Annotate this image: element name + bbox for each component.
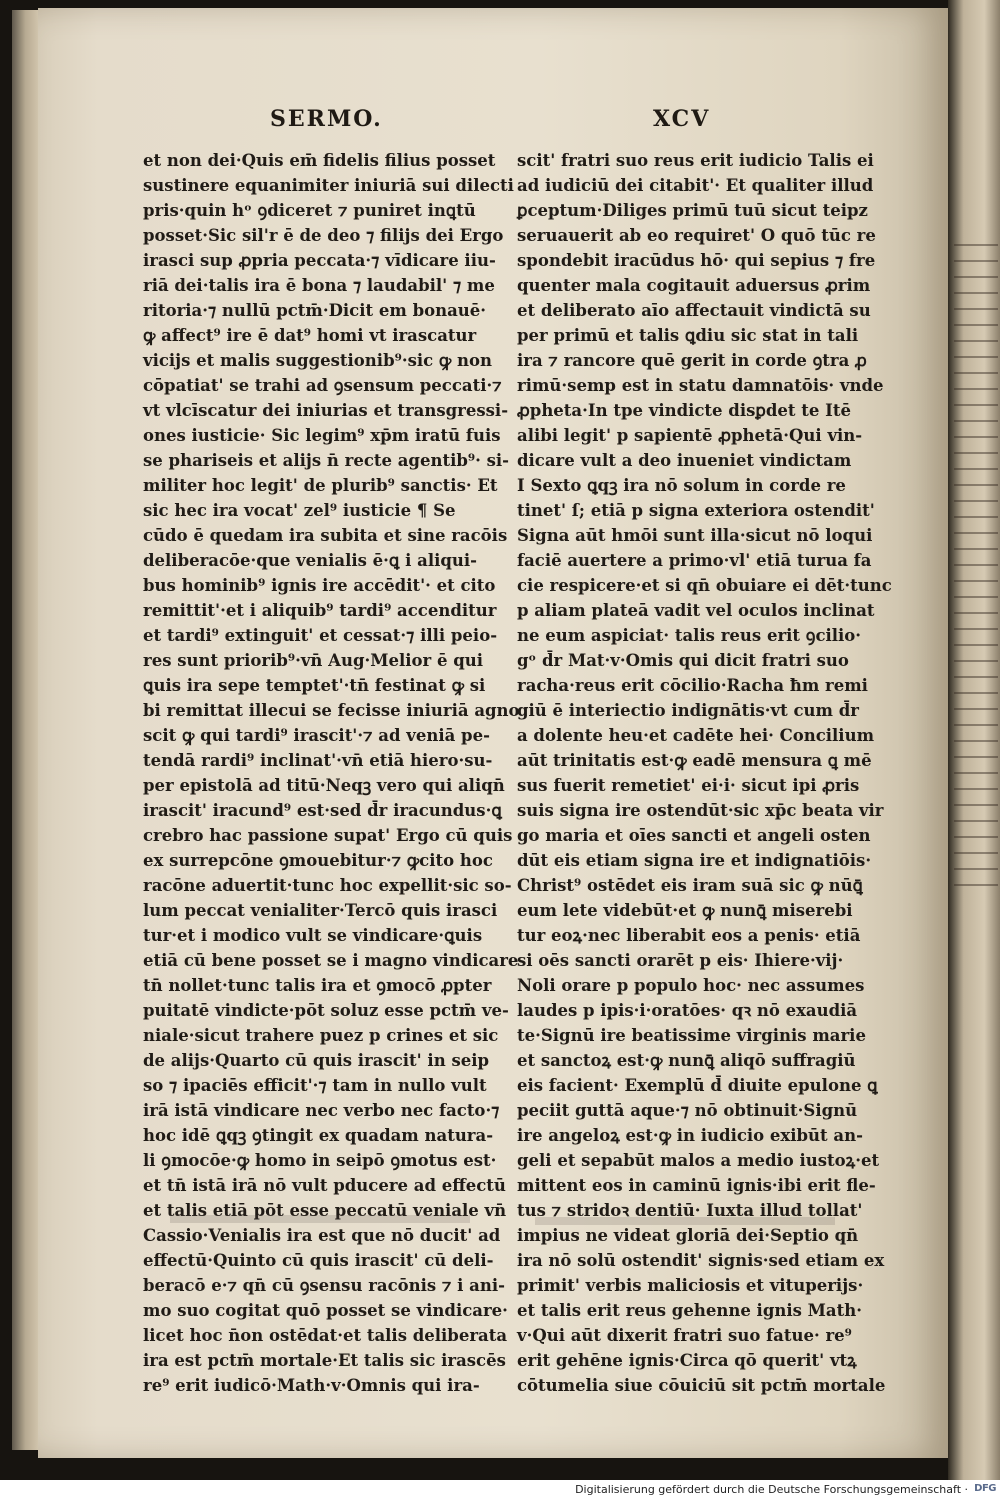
text-line: eis facient· Exemplū d̄ diuite epulone ꝗ — [517, 1076, 878, 1095]
text-line: irā istā vindicare nec verbo nec facto·⁊ — [143, 1101, 500, 1120]
text-line: bi remittat illecui se fecisse iniuriā agno — [143, 701, 520, 720]
text-line: tur eoꝝ·nec liberabit eos a penis· etiā — [517, 926, 861, 945]
facing-text-line — [954, 292, 998, 294]
text-line: ira est pctm̄ mortale·Et talis sic irascēs — [143, 1351, 506, 1370]
text-line: impius ne videat gloriā dei·Septio qn̄ — [517, 1226, 859, 1245]
facing-text-line — [954, 676, 998, 678]
facing-text-line — [954, 836, 998, 838]
text-line: primit' verbis maliciosis et vituperijs· — [517, 1276, 864, 1295]
text-line: si oēs sancti orarēt p eis· Ihiere·vij· — [517, 951, 844, 970]
facing-text-line — [954, 804, 998, 806]
facing-page-text — [954, 230, 998, 900]
facing-page-edge — [948, 0, 1000, 1480]
text-line: go maria et oīes sancti et angeli osten — [517, 826, 871, 845]
facing-text-line — [954, 628, 998, 630]
facing-text-line — [954, 788, 998, 790]
facing-text-line — [954, 612, 998, 614]
text-line: peciit guttā aque·⁊ nō obtinuit·Signū — [517, 1101, 858, 1120]
text-line: riā dei·talis ira ē bona ⁊ laudabil' ⁊ me — [143, 276, 495, 295]
text-line: res sunt priorib⁹·vn̄ Aug·Melior ē qui — [143, 651, 484, 670]
text-line: et non dei·Quis em̄ fidelis filius posset — [143, 151, 496, 170]
facing-text-line — [954, 772, 998, 774]
bleed-through-offset — [170, 1215, 470, 1223]
text-line: Noli orare p populo hoc· nec assumes — [517, 976, 865, 995]
text-line: hoc idē ꝗqꝫ ꝯtingit ex quadam natura- — [143, 1126, 494, 1145]
text-line: I Sexto ꝗqꝫ ira nō solum in corde re — [517, 476, 846, 495]
text-line: suis signa ire ostendūt·sic xp̄c beata vir — [517, 801, 884, 820]
text-line: ira nō solū ostendit' signis·sed etiam ex — [517, 1251, 885, 1270]
text-line: licet hoc n̄on ostēdat·et talis deliberata — [143, 1326, 508, 1345]
text-line: dūt eis etiam signa ire et indignatiōis· — [517, 851, 872, 870]
text-line: gᵒ d̄r Mat·v·Omis qui dicit fratri suo — [517, 651, 849, 670]
text-line: de alijs·Quarto cū quis irascit' in seip — [143, 1051, 490, 1070]
facing-text-line — [954, 276, 998, 278]
text-line: ira ⁊ rancore quē gerit in corde ꝯtra ꝓ — [517, 351, 867, 370]
text-line: cōpatiat' se trahi ad ꝯsensum peccati·⁊ — [143, 376, 502, 395]
text-line: mo suo cogitat quō posset se vindicare· — [143, 1301, 508, 1320]
text-line: re⁹ erit iudicō·Math·v·Omnis qui ira- — [143, 1376, 480, 1395]
facing-text-line — [954, 436, 998, 438]
text-line: sus fuerit remetiet' ei·i· sicut ipi ꝓris — [517, 776, 860, 795]
text-line: effectū·Quinto cū quis irascit' cū deli- — [143, 1251, 494, 1270]
facing-text-line — [954, 884, 998, 886]
facing-text-line — [954, 548, 998, 550]
bleed-through-offset — [535, 1217, 835, 1225]
text-line: et tn̄ istā irā nō vult pducere ad effectū — [143, 1176, 506, 1195]
text-line: posset·Sic sil'r ē de deo ⁊ filijs dei Ergo — [143, 226, 504, 245]
facing-text-line — [954, 596, 998, 598]
facing-text-line — [954, 708, 998, 710]
text-line: et deliberato aīo affectauit vindictā su — [517, 301, 871, 320]
text-line: ꝑceptum·Diliges primū tuū sicut teipz — [517, 201, 868, 220]
text-line: faciē auertere a primo·vl' etiā turua fa — [517, 551, 872, 570]
facing-text-line — [954, 484, 998, 486]
text-line: ꝗuis ira sepe temptet'·tn̄ festinat ꝙ si — [143, 676, 486, 695]
text-line: et talis etiā pōt esse peccatū veniale vn̄ — [143, 1201, 507, 1220]
left-text-column — [143, 148, 520, 1398]
text-line: vt vlcīscatur dei iniurias et transgressi- — [143, 401, 509, 420]
facing-text-line — [954, 340, 998, 342]
facing-text-line — [954, 244, 998, 246]
facing-text-line — [954, 500, 998, 502]
text-line: cie respicere·et si qn̄ obuiare ei dēt·tunc — [517, 576, 892, 595]
text-line: mittent eos in caminū ignis·ibi erit fle- — [517, 1176, 876, 1195]
text-line: pris·quin hᵒ ꝯdiceret ⁊ puniret inꝗtū — [143, 201, 476, 220]
text-line: tendā rardi⁹ inclinat'·vn̄ etiā hiero·su- — [143, 751, 493, 770]
text-line: racha·reus erit cōcilio·Racha ħm remi — [517, 676, 868, 695]
text-line: tn̄ nollet·tunc talis ira et ꝯmocō ꝓpter — [143, 976, 492, 995]
digitization-footer — [0, 1480, 1000, 1500]
text-line: bus hominib⁹ ignis ire accēdit'· et cito — [143, 576, 496, 595]
facing-text-line — [954, 260, 998, 262]
text-line: ꝙ affect⁹ ire ē dat⁹ homi vt irascatur — [143, 326, 477, 345]
text-line: erit gehēne ignis·Circa qō querit' vtꝝ — [517, 1351, 857, 1370]
text-line: Christ⁹ ostēdet eis iram suā sic ꝙ nūꝗ̄ — [517, 876, 863, 895]
dfg-logo-icon: DFG — [974, 1483, 996, 1494]
running-head-left: SERMO. — [270, 106, 383, 132]
facing-text-line — [954, 324, 998, 326]
facing-text-line — [954, 564, 998, 566]
text-line: scit ꝙ qui tardi⁹ irascit'·⁊ ad veniā pe- — [143, 726, 490, 745]
text-line: dicare vult a deo inueniet vindictam — [517, 451, 852, 470]
text-line: sic hec ira vocat' zel⁹ iusticie ¶ Se — [143, 501, 456, 520]
text-line: cōtumelia siue cōuiciū sit pctm̄ mortale — [517, 1376, 886, 1395]
text-line: sustinere equanimiter iniuriā sui dilecti — [143, 176, 514, 195]
text-line: beracō e·⁊ qn̄ cū ꝯsensu racōnis ⁊ i ani- — [143, 1276, 505, 1295]
text-line: so ⁊ ipaciēs efficit'·⁊ tam in nullo vult — [143, 1076, 487, 1095]
facing-text-line — [954, 452, 998, 454]
text-line: etiā cū bene posset se i magno vindicare — [143, 951, 519, 970]
facing-text-line — [954, 372, 998, 374]
text-line: ire angeloꝝ est·ꝙ in iudicio exibūt an- — [517, 1126, 863, 1145]
text-line: ne eum aspiciat· talis reus erit ꝯcilio· — [517, 626, 862, 645]
facing-text-line — [954, 388, 998, 390]
text-line: se phariseis et alijs n̄ recte agentib⁹· si- — [143, 451, 510, 470]
text-line: spondebit iracūdus hō· qui sepius ⁊ fre — [517, 251, 876, 270]
facing-text-line — [954, 468, 998, 470]
facing-text-line — [954, 820, 998, 822]
funding-notice: Digitalisierung gefördert durch die Deutsche Forschungsgemeinschaft · — [575, 1483, 968, 1496]
text-line: irascit' iracund⁹ est·sed d̄r iracundus·ꝗ — [143, 801, 502, 820]
right-text-column — [517, 148, 892, 1398]
facing-text-line — [954, 356, 998, 358]
text-line: eum lete videbūt·et ꝙ nunꝗ̄ miserebi — [517, 901, 853, 920]
text-line: irasci sup ꝓpria peccata·⁊ vīdicare iiu- — [143, 251, 496, 270]
text-line: Signa aūt hmōi sunt illa·sicut nō loqui — [517, 526, 873, 545]
text-line: scit' fratri suo reus erit iudicio Talis ei — [517, 151, 874, 170]
text-line: te·Signū ire beatissime virginis marie — [517, 1026, 866, 1045]
text-line: deliberacōe·que venialis ē·ꝗ i aliqui- — [143, 551, 478, 570]
text-line: ꝓpheta·In tpe vindicte disꝑdet te Itē — [517, 401, 851, 420]
facing-text-line — [954, 420, 998, 422]
text-line: rimū·semp est in statu damnatōis· vnde — [517, 376, 884, 395]
text-line: per primū et talis ꝗdiu sic stat in tali — [517, 326, 859, 345]
facing-text-line — [954, 580, 998, 582]
text-line: giū ē interiectio indignātis·vt cum d̄r — [517, 701, 859, 720]
text-line: et sanctoꝝ est·ꝙ nunꝗ̄ aliqō suffragiū — [517, 1051, 856, 1070]
text-line: p aliam plateā vadit vel oculos inclinat — [517, 601, 875, 620]
text-line: niale·sicut trahere puez p crines et sic — [143, 1026, 499, 1045]
text-line: tinet' ſ; etiā p signa exteriora ostendit' — [517, 501, 875, 520]
facing-text-line — [954, 852, 998, 854]
text-line: geli et sepabūt malos a medio iustoꝝ·et — [517, 1151, 880, 1170]
text-line: cūdo ē quedam ira subita et sine racōis — [143, 526, 508, 545]
text-line: vicijs et malis suggestionib⁹·sic ꝙ non — [143, 351, 493, 370]
text-line: a dolente heu·et cadēte hei· Concilium — [517, 726, 875, 745]
facing-text-line — [954, 868, 998, 870]
text-line: ones iusticie· Sic legim⁹ xp̄m iratū fuis — [143, 426, 501, 445]
text-line: seruauerit ab eo requiret' O quō tūc re — [517, 226, 876, 245]
facing-text-line — [954, 308, 998, 310]
text-line: quenter mala cogitauit aduersus ꝓrim — [517, 276, 871, 295]
text-line: aūt trinitatis est·ꝙ eadē mensura ꝗ mē — [517, 751, 872, 770]
text-line: et talis erit reus gehenne ignis Math· — [517, 1301, 862, 1320]
text-line: militer hoc legit' de plurib⁹ sanctis· Et — [143, 476, 498, 495]
text-line: per epistolā ad titū·Neqꝫ vero qui aliqn̄ — [143, 776, 505, 795]
text-line: ritoria·⁊ nullū pctm̄·Dicit em bonauē· — [143, 301, 487, 320]
text-line: Cassio·Venialis ira est que nō ducit' ad — [143, 1226, 501, 1245]
text-line: li ꝯmocōe·ꝙ homo in seipō ꝯmotus est· — [143, 1151, 497, 1170]
text-line: lum peccat venialiter·Tercō quis irasci — [143, 901, 498, 920]
facing-text-line — [954, 516, 998, 518]
text-line: v·Qui aūt dixerit fratri suo fatue· re⁹ — [517, 1326, 852, 1345]
running-head-right: XCV — [653, 106, 711, 132]
facing-text-line — [954, 404, 998, 406]
text-line: tus ⁊ stridoꝛ dentiū· Iuxta illud tollat' — [517, 1201, 863, 1220]
facing-text-line — [954, 724, 998, 726]
facing-text-line — [954, 756, 998, 758]
text-line: crebro hac passione supat' Ergo cū quis — [143, 826, 513, 845]
text-line: tur·et i modico vult se vindicare·ꝗuis — [143, 926, 483, 945]
text-line: alibi legit' p sapientē ꝓphetā·Qui vin- — [517, 426, 863, 445]
facing-text-line — [954, 644, 998, 646]
text-line: et tardi⁹ extinguit' et cessat·⁊ illi peio- — [143, 626, 498, 645]
facing-text-line — [954, 692, 998, 694]
text-line: laudes p ipis·i·oratōes· qꝛ nō exaudiā — [517, 1001, 858, 1020]
facing-text-line — [954, 660, 998, 662]
text-line: racōne aduertit·tunc hoc expellit·sic so- — [143, 876, 512, 895]
text-line: ex surrepcōne ꝯmouebitur·⁊ ꝙcito hoc — [143, 851, 493, 870]
facing-text-line — [954, 740, 998, 742]
text-line: ad iudiciū dei citabit'· Et qualiter illud — [517, 176, 874, 195]
facing-text-line — [954, 532, 998, 534]
text-line: puitatē vindicte·pōt soluz esse pctm̄ ve- — [143, 1001, 509, 1020]
text-line: remittit'·et i aliquib⁹ tardi⁹ accenditur — [143, 601, 497, 620]
